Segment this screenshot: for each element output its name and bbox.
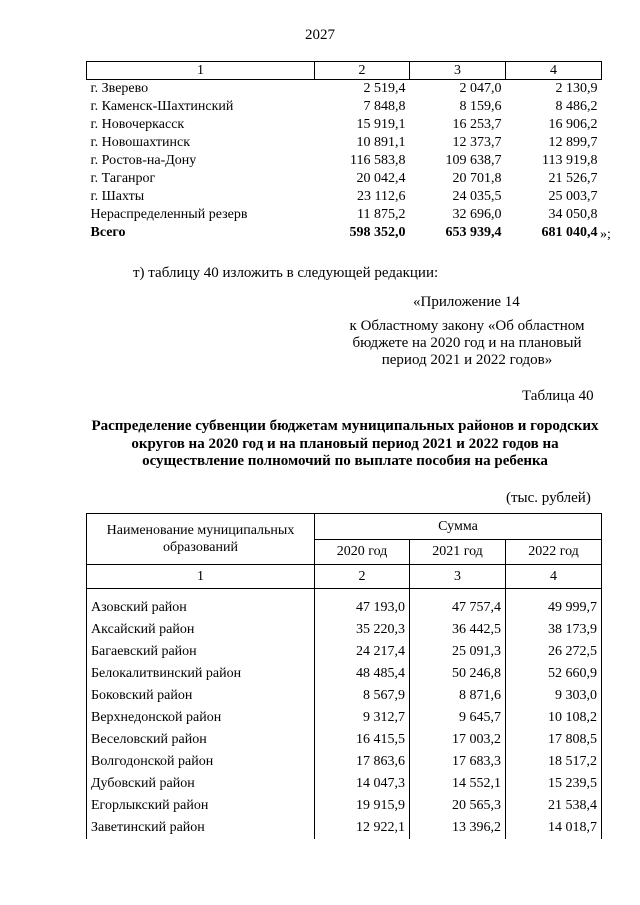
- header-name: Наименование муниципальных образований: [87, 514, 315, 565]
- value-2020: 8 567,9: [315, 685, 410, 707]
- value-2021: 20 701,8: [452, 171, 502, 186]
- total-row: [87, 224, 602, 242]
- municipality-name: Верхнедонской район: [87, 707, 315, 729]
- col-number-4: 4: [506, 62, 602, 80]
- value-2021: 25 091,3: [410, 641, 506, 663]
- table-row: [87, 98, 602, 116]
- header-year-2022: 2022 год: [506, 540, 602, 565]
- appendix-reference: к Областному закону «Об областном бюджете на 2020 год и на плановый период 2021 и 2022 годов»: [349, 318, 585, 368]
- value-2021: 16 253,7: [452, 117, 502, 132]
- total-2020: 598 352,0: [349, 225, 406, 240]
- table-row: [87, 170, 602, 188]
- value-2021: 2 047,0: [459, 81, 502, 96]
- value-2022: 17 808,5: [506, 729, 602, 751]
- value-2021: 47 757,4: [410, 597, 506, 619]
- value-2022: 14 018,7: [506, 817, 602, 839]
- value-2020: 20 042,4: [356, 171, 406, 186]
- value-2022: 38 173,9: [506, 619, 602, 641]
- value-2020: 9 312,7: [315, 707, 410, 729]
- header-year-2021: 2021 год: [410, 540, 506, 565]
- value-2020: 10 891,1: [356, 135, 406, 150]
- value-2021: 13 396,2: [410, 817, 506, 839]
- value-2021: 24 035,5: [452, 189, 502, 204]
- col-number-3: 3: [410, 62, 506, 80]
- value-2022: 49 999,7: [506, 597, 602, 619]
- value-2022: 15 239,5: [506, 773, 602, 795]
- value-2021: 50 246,8: [410, 663, 506, 685]
- value-2021: 12 373,7: [452, 135, 502, 150]
- col-number-3: 3: [410, 565, 506, 589]
- col-number-1: 1: [87, 62, 315, 80]
- value-2020: 19 915,9: [315, 795, 410, 817]
- value-2020: 14 047,3: [315, 773, 410, 795]
- value-2022: 10 108,2: [506, 707, 602, 729]
- col-number-4: 4: [506, 565, 602, 589]
- table-top: [86, 61, 602, 242]
- municipality-name: г. Ростов-на-Дону: [90, 153, 197, 168]
- table-row: [87, 206, 602, 224]
- total-label: Всего: [90, 225, 126, 240]
- value-2021: 9 645,7: [410, 707, 506, 729]
- table-row: [87, 795, 602, 817]
- value-2020: 7 848,8: [363, 99, 406, 114]
- value-2020: 116 583,8: [350, 153, 406, 168]
- table-row: [87, 663, 602, 685]
- header-sum: Сумма: [315, 514, 602, 540]
- value-2020: 35 220,3: [315, 619, 410, 641]
- value-2020: 16 415,5: [315, 729, 410, 751]
- value-2022: 25 003,7: [548, 189, 598, 204]
- table-row: [87, 641, 602, 663]
- value-2022: 113 919,8: [542, 153, 598, 168]
- value-2020: 15 919,1: [356, 117, 406, 132]
- municipality-name: Егорлыкский район: [87, 795, 315, 817]
- value-2020: 2 519,4: [363, 81, 406, 96]
- table-row: [87, 152, 602, 170]
- municipality-name: Багаевский район: [87, 641, 315, 663]
- table-row: [87, 773, 602, 795]
- value-2022: 12 899,7: [548, 135, 598, 150]
- table-title: Распределение субвенции бюджетам муниципальных районов и городских округов на 2020 год и на плановый период 2021 и 2022 годов на осуществление полномочий по выплате пособия на ребенка: [91, 418, 599, 469]
- value-2022: 18 517,2: [506, 751, 602, 773]
- value-2020: 17 863,6: [315, 751, 410, 773]
- value-2022: 21 538,4: [506, 795, 602, 817]
- municipality-name: г. Новошахтинск: [90, 135, 191, 150]
- total-2021: 653 939,4: [445, 225, 502, 240]
- table-top-header: [87, 62, 602, 80]
- municipality-name: Заветинский район: [87, 817, 315, 839]
- units-label: (тыс. рублей): [506, 490, 591, 506]
- table-row: [87, 685, 602, 707]
- municipality-name: г. Каменск-Шахтинский: [90, 99, 234, 114]
- municipality-name: г. Шахты: [90, 189, 145, 204]
- table-main: [86, 513, 602, 839]
- value-2020: 11 875,2: [357, 207, 406, 222]
- value-2022: 2 130,9: [555, 81, 598, 96]
- municipality-name: Аксайский район: [87, 619, 315, 641]
- value-2021: 8 871,6: [410, 685, 506, 707]
- value-2022: 26 272,5: [506, 641, 602, 663]
- table-row: [87, 597, 602, 619]
- municipality-name: г. Зверево: [90, 81, 149, 96]
- table-row: [87, 751, 602, 773]
- value-2020: 24 217,4: [315, 641, 410, 663]
- value-2021: 36 442,5: [410, 619, 506, 641]
- col-number-2: 2: [315, 565, 410, 589]
- total-2022: 681 040,4: [541, 225, 598, 240]
- table-row: [87, 80, 602, 99]
- value-2020: 23 112,6: [357, 189, 406, 204]
- value-2022: 52 660,9: [506, 663, 602, 685]
- municipality-name: Нераспределенный резерв: [90, 207, 248, 222]
- value-2021: 17 003,2: [410, 729, 506, 751]
- amendment-paragraph: т) таблицу 40 изложить в следующей редакции:: [133, 265, 439, 281]
- municipality-name: Азовский район: [87, 597, 315, 619]
- table-row: [87, 116, 602, 134]
- value-2021: 32 696,0: [452, 207, 502, 222]
- value-2020: 12 922,1: [315, 817, 410, 839]
- value-2022: 9 303,0: [506, 685, 602, 707]
- table-row: [87, 619, 602, 641]
- table-label: Таблица 40: [522, 388, 594, 404]
- value-2022: 21 526,7: [548, 171, 598, 186]
- value-2021: 109 638,7: [445, 153, 502, 168]
- value-2020: 48 485,4: [315, 663, 410, 685]
- municipality-name: г. Таганрог: [90, 171, 156, 186]
- value-2021: 20 565,3: [410, 795, 506, 817]
- value-2020: 47 193,0: [315, 597, 410, 619]
- header-year-2020: 2020 год: [315, 540, 410, 565]
- value-2021: 8 159,6: [459, 99, 502, 114]
- municipality-name: Волгодонской район: [87, 751, 315, 773]
- closing-quote: »;: [600, 227, 611, 242]
- table-row: [87, 729, 602, 751]
- table-row: [87, 134, 602, 152]
- municipality-name: Веселовский район: [87, 729, 315, 751]
- municipality-name: Дубовский район: [87, 773, 315, 795]
- value-2022: 34 050,8: [548, 207, 598, 222]
- municipality-name: Белокалитвинский район: [87, 663, 315, 685]
- value-2021: 17 683,3: [410, 751, 506, 773]
- municipality-name: г. Новочеркасск: [90, 117, 185, 132]
- value-2022: 8 486,2: [555, 99, 598, 114]
- value-2021: 14 552,1: [410, 773, 506, 795]
- table-row: [87, 188, 602, 206]
- table-row: [87, 817, 602, 839]
- page-number: 2027: [305, 27, 335, 43]
- col-number-2: 2: [315, 62, 410, 80]
- col-number-1: 1: [87, 565, 315, 589]
- municipality-name: Боковский район: [87, 685, 315, 707]
- value-2022: 16 906,2: [548, 117, 598, 132]
- table-row: [87, 707, 602, 729]
- appendix-heading: «Приложение 14: [413, 294, 520, 310]
